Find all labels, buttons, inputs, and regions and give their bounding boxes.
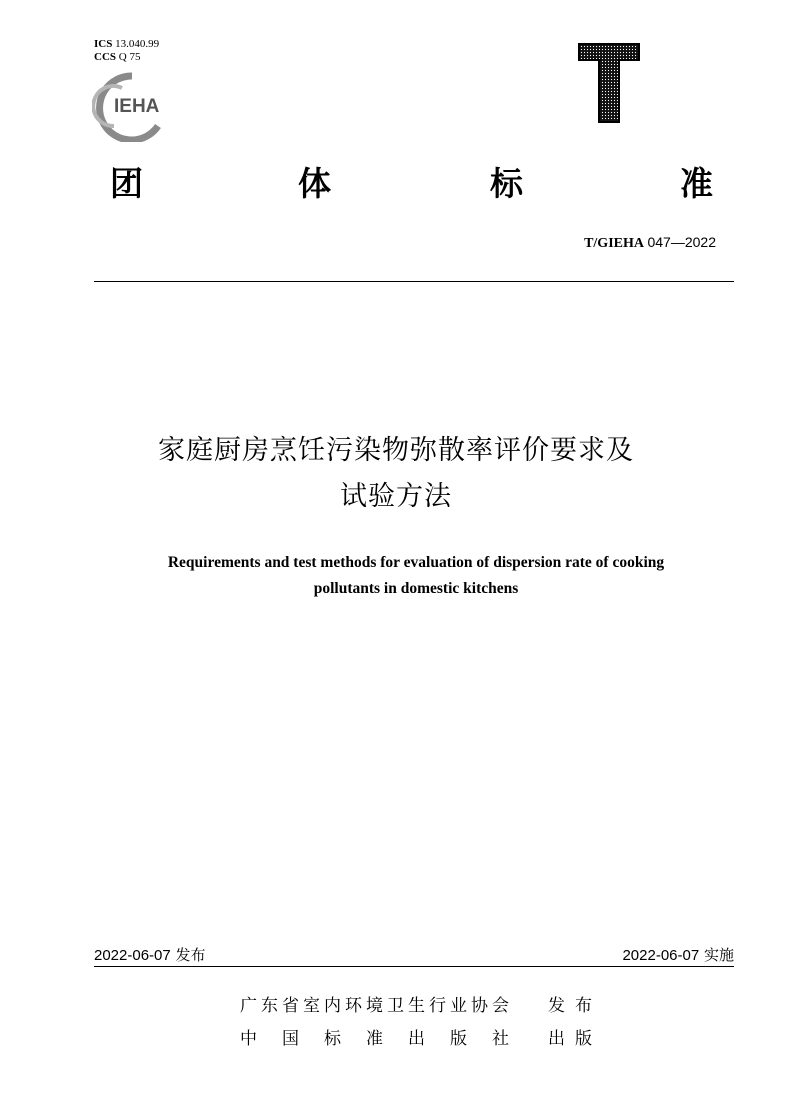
publisher-char: 环 — [345, 996, 362, 1016]
title-en-line: pollutants in domestic kitchens — [313, 580, 519, 597]
title-en-line: Requirements and test methods for evaluation of dispersion rate of cooking — [167, 554, 665, 571]
publisher-char: 版 — [450, 1029, 467, 1049]
heading-char: 标 — [490, 164, 523, 203]
ics-line — [94, 38, 159, 51]
standard-number-value: 047—2022 — [647, 234, 716, 250]
publisher-action-char: 发 — [548, 996, 565, 1016]
publisher-char: 准 — [366, 1029, 383, 1049]
publisher-char: 生 — [408, 996, 425, 1016]
title-cn-line: 家庭厨房烹饪污染物弥散率评价要求及 — [158, 435, 634, 466]
footer-divider — [94, 966, 734, 967]
publisher-char: 境 — [366, 996, 383, 1016]
publisher-char: 协 — [471, 996, 488, 1016]
publisher-char: 东 — [261, 996, 278, 1016]
implement-date-value: 2022-06-07 — [622, 947, 700, 964]
gieha-logo — [92, 72, 168, 142]
standard-number-prefix: T/GIEHA — [584, 236, 644, 251]
publisher-action-char: 布 — [575, 996, 592, 1016]
publisher-char: 出 — [408, 1029, 425, 1049]
header-divider — [94, 281, 734, 282]
publisher-row — [0, 1023, 792, 1056]
publisher-block — [0, 990, 792, 1056]
standard-type-heading — [110, 158, 720, 202]
standard-number — [584, 234, 716, 252]
publisher-action-char: 出 — [548, 1029, 565, 1049]
publisher-char: 社 — [492, 1029, 509, 1049]
publisher-char: 中 — [240, 1029, 257, 1049]
publisher-char: 业 — [450, 996, 467, 1016]
publisher-char: 省 — [282, 996, 299, 1016]
title-cn-line: 试验方法 — [340, 481, 452, 512]
heading-char: 体 — [298, 164, 331, 203]
publisher-char: 国 — [282, 1029, 299, 1049]
issue-date — [94, 944, 206, 965]
ics-label: ICS — [94, 38, 113, 50]
classification-codes — [94, 38, 159, 64]
implement-date-label: 实施 — [703, 946, 734, 964]
publisher-char: 卫 — [387, 996, 404, 1016]
publisher-char: 行 — [429, 996, 446, 1016]
document-title-en — [96, 550, 736, 602]
issue-date-value: 2022-06-07 — [94, 947, 171, 964]
standard-type-letter-icon — [577, 42, 641, 124]
publisher-char: 会 — [492, 996, 509, 1016]
issue-date-label: 发布 — [175, 946, 206, 964]
document-title-cn — [60, 428, 732, 520]
publisher-row — [0, 990, 792, 1023]
logo-text: IEHA — [114, 96, 160, 117]
ics-code: 13.040.99 — [115, 38, 160, 50]
heading-char: 团 — [110, 164, 143, 203]
ccs-label: CCS — [94, 51, 117, 63]
publisher-char: 内 — [324, 996, 341, 1016]
publisher-char: 室 — [303, 996, 320, 1016]
heading-char: 准 — [680, 164, 713, 203]
ccs-line — [94, 51, 159, 64]
publisher-char: 标 — [324, 1029, 341, 1049]
ccs-code: Q 75 — [118, 51, 141, 63]
implement-date — [622, 944, 734, 965]
publisher-action-char: 版 — [575, 1029, 592, 1049]
publisher-char: 广 — [240, 996, 257, 1016]
